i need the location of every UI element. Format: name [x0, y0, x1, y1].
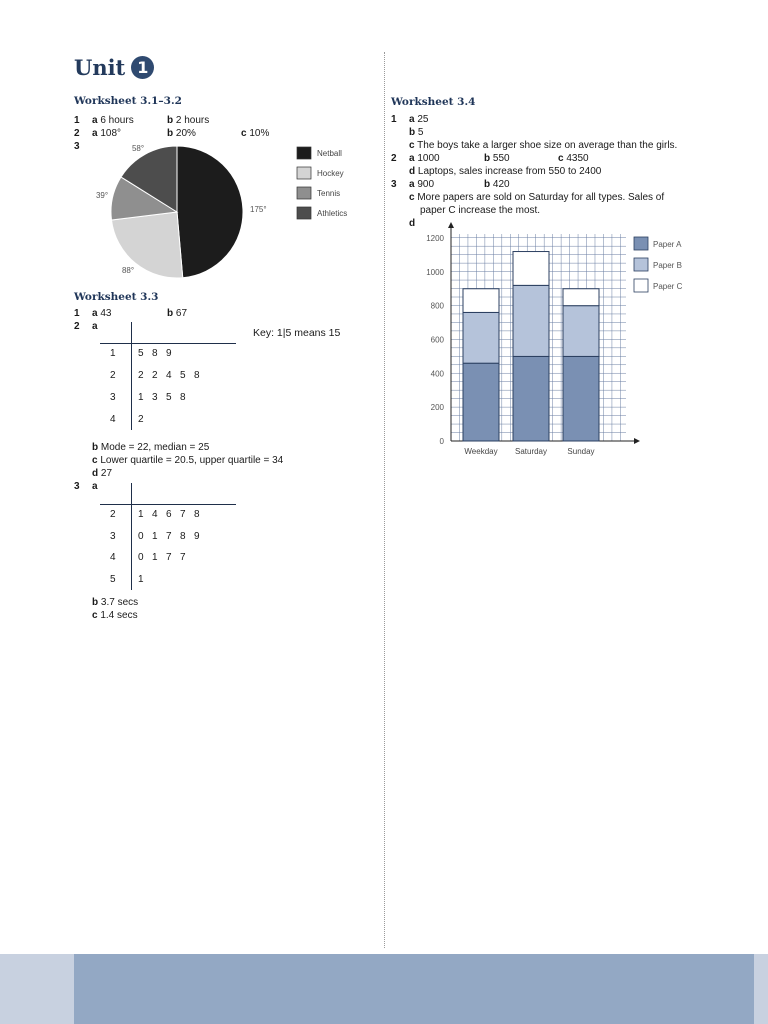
- leaf-digit: 2: [138, 414, 145, 425]
- leaf-digit: 3: [152, 392, 159, 403]
- part-letter: c: [241, 128, 247, 139]
- leaf-digit: 5: [166, 392, 173, 403]
- leaf-digit: 9: [166, 348, 173, 359]
- x-tick-label: Sunday: [567, 447, 595, 456]
- pie-slice-netball: [177, 146, 243, 278]
- answer-text: 2 hours: [175, 115, 210, 126]
- ws33-q1: [74, 308, 80, 320]
- leaf-digit: 7: [180, 552, 187, 563]
- legend-swatch: [297, 167, 311, 179]
- stem-leaf-key: Key: 1|5 means 15: [253, 327, 341, 339]
- ws34-q2d: [409, 166, 601, 178]
- answer-text: 27: [100, 468, 113, 479]
- leaf-values: [138, 348, 180, 359]
- ws34-q2a: [409, 153, 440, 165]
- ws34-q2c: [558, 153, 589, 165]
- answer-text: 67: [175, 308, 188, 319]
- unit-number-badge: 1: [131, 56, 154, 79]
- legend-swatch: [634, 258, 648, 271]
- bar-segment-paper-a: [563, 356, 599, 441]
- part-letter: a: [92, 115, 98, 126]
- part-letter: b: [484, 153, 491, 164]
- footer-band: [74, 954, 754, 1024]
- ws34-q1b: [409, 127, 423, 139]
- y-tick-label: 400: [430, 369, 444, 379]
- bar-segment-paper-c: [563, 289, 599, 306]
- ws34-q3c: [409, 192, 664, 204]
- pie-angle-label: 58°: [131, 144, 145, 153]
- legend-label: Netball: [317, 149, 342, 158]
- bar-segment-paper-a: [463, 363, 499, 441]
- legend-label: Paper C: [653, 282, 683, 291]
- answer-text: 1000: [417, 153, 440, 164]
- ws33-q1a: [92, 308, 111, 320]
- legend-label: Tennis: [317, 189, 341, 198]
- ws33-q1b: [167, 308, 187, 320]
- leaf-digit: 8: [180, 530, 187, 542]
- y-tick-label: 200: [430, 403, 444, 413]
- answer-text: 1.4 secs: [100, 610, 138, 621]
- question-number: 2: [74, 128, 80, 139]
- unit-title: [74, 55, 154, 80]
- ws31-q1a: [92, 115, 134, 127]
- leaf-digit: 9: [194, 530, 201, 542]
- part-letter: a: [409, 114, 415, 125]
- pie-angle-label: 88°: [121, 266, 135, 275]
- answer-text: Lower quartile = 20.5, upper quartile = 34: [100, 455, 284, 466]
- legend-label: Hockey: [317, 169, 344, 178]
- leaf-digit: 1: [138, 392, 145, 403]
- part-letter: b: [92, 597, 99, 608]
- leaf-digit: 2: [138, 370, 145, 381]
- legend-label: Athletics: [317, 209, 348, 218]
- bar-segment-paper-b: [463, 312, 499, 363]
- x-tick-label: Saturday: [514, 447, 548, 456]
- y-tick-label: 1000: [426, 267, 444, 277]
- worksheet-3-3-heading: Worksheet 3.3: [74, 291, 159, 303]
- leaf-digit: 1: [152, 530, 159, 542]
- part-letter: b: [92, 442, 99, 453]
- part-letter: a: [92, 321, 98, 332]
- ws34-q2b: [484, 153, 510, 165]
- ws34-q1c: [409, 140, 677, 152]
- leaf-digit: 0: [138, 552, 145, 563]
- footer-band-left: [0, 954, 74, 1024]
- leaf-digit: 6: [166, 509, 173, 520]
- pie-angle-label: 175°: [250, 205, 267, 214]
- ws33-q3a: [92, 481, 98, 493]
- ws33-q3c: [92, 610, 138, 622]
- ws34-q3a: [409, 179, 434, 191]
- ws34-q3b: [484, 179, 510, 191]
- stem-value: 4: [110, 414, 117, 425]
- question-number: 1: [74, 115, 80, 126]
- part-letter: b: [484, 179, 491, 190]
- ws31-q2: [74, 128, 80, 140]
- leaf-digit: 8: [180, 392, 187, 403]
- legend-swatch: [297, 207, 311, 219]
- part-letter: c: [409, 140, 415, 151]
- part-letter: d: [409, 218, 416, 229]
- answer-text: 900: [417, 179, 435, 190]
- part-letter: b: [409, 127, 416, 138]
- part-letter: a: [92, 481, 98, 492]
- stem-value: 3: [110, 530, 117, 542]
- leaf-values: [138, 370, 208, 381]
- part-letter: c: [92, 455, 98, 466]
- stacked-bar-chart: [420, 220, 700, 460]
- leaf-digit: 2: [152, 370, 159, 381]
- leaf-values: [138, 414, 152, 425]
- stem-value: 1: [110, 348, 117, 359]
- part-letter: a: [409, 179, 415, 190]
- y-tick-label: 0: [439, 437, 444, 446]
- part-letter: c: [409, 192, 415, 203]
- ws33-q2a: [92, 321, 98, 333]
- answer-text: 20%: [175, 128, 196, 139]
- part-letter: d: [409, 166, 416, 177]
- bar-segment-paper-c: [513, 252, 549, 286]
- part-letter: a: [92, 308, 98, 319]
- ws34-q3c-cont: paper C increase the most.: [420, 205, 541, 216]
- part-letter: b: [167, 128, 174, 139]
- answer-text: 6 hours: [100, 115, 134, 126]
- part-letter: b: [167, 308, 174, 319]
- answer-text: 108°: [100, 128, 122, 139]
- ws34-q1a: [409, 114, 428, 126]
- answer-text: 25: [417, 114, 429, 125]
- ws34-q3d: [409, 218, 415, 230]
- part-letter: a: [409, 153, 415, 164]
- ws33-q2b: [92, 442, 209, 454]
- ws33-q2: [74, 321, 80, 333]
- ws33-q2c: [92, 455, 283, 467]
- y-axis-arrow: [448, 222, 454, 228]
- part-letter: d: [92, 468, 99, 479]
- ws33-q3b: [92, 597, 138, 609]
- answer-text: 3.7 secs: [100, 597, 139, 608]
- pie-chart: [80, 140, 370, 280]
- part-letter: c: [558, 153, 564, 164]
- column-divider: [384, 52, 385, 948]
- leaf-values: [138, 509, 208, 520]
- answer-text: More papers are sold on Saturday for all types. Sales of: [417, 192, 665, 203]
- x-tick-label: Weekday: [464, 447, 498, 456]
- answer-text: 10%: [249, 128, 270, 139]
- part-letter: c: [92, 610, 98, 621]
- leaf-digit: 5: [138, 348, 145, 359]
- answer-text: Laptops, sales increase from 550 to 2400: [417, 166, 602, 177]
- ws33-q2d: [92, 468, 112, 480]
- leaf-digit: 7: [166, 530, 173, 542]
- leaf-digit: 8: [194, 509, 201, 520]
- bar-segment-paper-b: [513, 285, 549, 356]
- leaf-values: [138, 574, 152, 585]
- question-number: 2: [74, 321, 80, 332]
- worksheet-3-1-heading: Worksheet 3.1–3.2: [74, 95, 182, 107]
- stem-value: 4: [110, 552, 117, 563]
- legend-swatch: [297, 147, 311, 159]
- x-axis-arrow: [634, 438, 640, 444]
- ws31-q1: [74, 115, 80, 127]
- y-tick-label: 1200: [426, 234, 444, 243]
- legend-label: Paper A: [653, 240, 682, 249]
- y-tick-label: 600: [430, 335, 444, 345]
- answer-text: 420: [492, 179, 510, 190]
- leaf-digit: 7: [166, 552, 173, 563]
- question-number: 3: [74, 141, 80, 152]
- leaf-digit: 1: [138, 573, 145, 585]
- ws31-q2a: [92, 128, 121, 140]
- question-number: 2: [391, 153, 397, 164]
- question-number: 1: [391, 114, 397, 125]
- legend-swatch: [634, 237, 648, 250]
- bar-segment-paper-b: [563, 306, 599, 357]
- leaf-digit: 5: [180, 370, 187, 381]
- question-number: 3: [391, 179, 397, 190]
- answer-text: 4350: [566, 153, 589, 164]
- ws31-q1b: [167, 115, 209, 127]
- part-letter: b: [167, 115, 174, 126]
- unit-label: Unit: [74, 55, 126, 80]
- ws34-q1: [391, 114, 397, 126]
- ws33-q3: [74, 481, 80, 493]
- legend-swatch: [297, 187, 311, 199]
- ws34-q3: [391, 179, 397, 191]
- ws34-q2: [391, 153, 397, 165]
- answer-text: 5: [417, 127, 424, 138]
- leaf-values: [138, 552, 194, 563]
- y-tick-label: 800: [430, 301, 444, 311]
- part-letter: a: [92, 128, 98, 139]
- leaf-digit: 7: [180, 509, 187, 520]
- stem-value: 2: [110, 509, 117, 520]
- pie-angle-label: 39°: [95, 191, 109, 200]
- stem-value: 5: [110, 573, 117, 585]
- leaf-digit: 8: [152, 348, 159, 359]
- leaf-digit: 1: [152, 552, 159, 563]
- answer-text: 43: [100, 308, 112, 319]
- footer-band-right: [754, 954, 768, 1024]
- stem-value: 2: [110, 370, 117, 381]
- ws31-q2b: [167, 128, 196, 140]
- leaf-values: [138, 392, 194, 403]
- answer-text: The boys take a larger shoe size on average than the girls.: [417, 140, 678, 151]
- leaf-digit: 4: [166, 370, 173, 381]
- leaf-digit: 4: [152, 509, 159, 520]
- worksheet-3-4-heading: Worksheet 3.4: [391, 96, 476, 108]
- ws31-q2c: [241, 128, 269, 140]
- leaf-digit: 1: [138, 509, 145, 520]
- leaf-values: [138, 531, 208, 542]
- answer-text: 550: [492, 153, 510, 164]
- leaf-digit: 0: [138, 530, 145, 542]
- bar-segment-paper-a: [513, 356, 549, 441]
- legend-swatch: [634, 279, 648, 292]
- ws31-q3: [74, 141, 80, 153]
- stem-value: 3: [110, 392, 117, 403]
- answer-text: Mode = 22, median = 25: [100, 442, 210, 453]
- leaf-digit: 8: [194, 370, 201, 381]
- question-number: 1: [74, 308, 80, 319]
- bar-segment-paper-c: [463, 289, 499, 313]
- question-number: 3: [74, 481, 80, 492]
- legend-label: Paper B: [653, 261, 682, 270]
